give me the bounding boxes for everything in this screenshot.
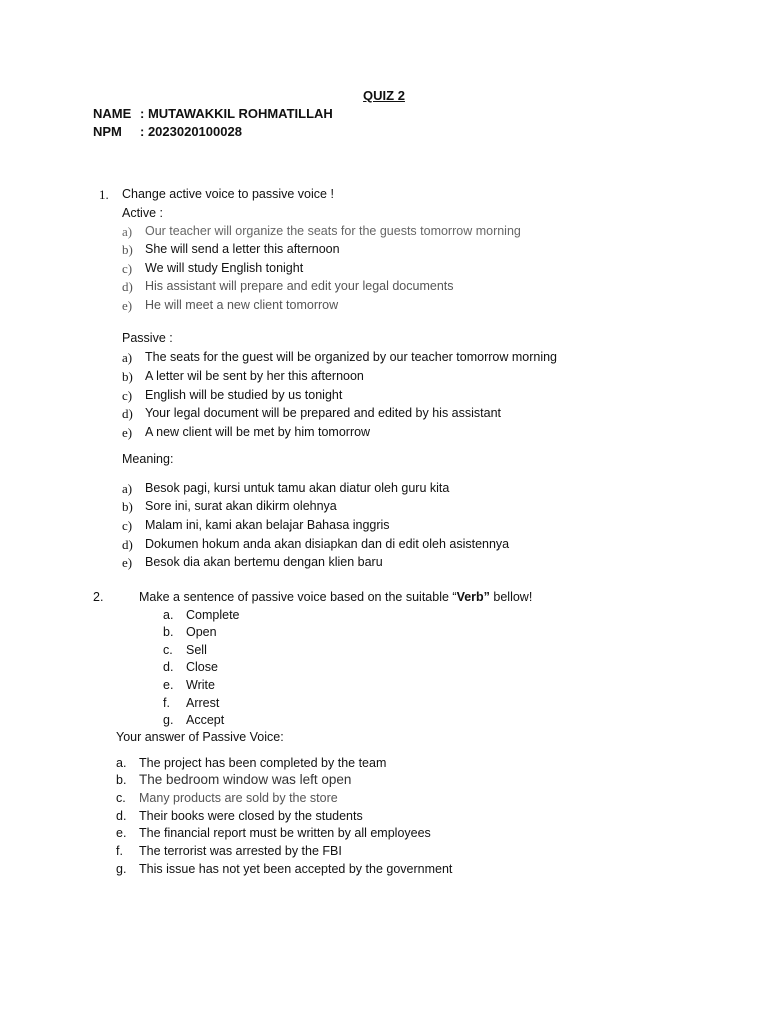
question-1-instruction: Change active voice to passive voice !	[122, 187, 334, 201]
answer-item: The terrorist was arrested by the FBI	[139, 844, 342, 858]
npm-value: : 2023020100028	[140, 124, 242, 139]
list-item: He will meet a new client tomorrow	[145, 298, 339, 312]
list-item-marker: b)	[122, 499, 133, 514]
answer-item: The financial report must be written by all employees	[139, 826, 431, 840]
instruction-text: Make a sentence of passive voice based on the suitable “	[139, 590, 457, 604]
list-item: Besok dia akan bertemu dengan klien baru	[145, 555, 383, 569]
list-item-marker: a)	[122, 350, 133, 365]
list-item-marker: a)	[122, 481, 133, 496]
list-item: Your legal document will be prepared and edited by his assistant	[145, 406, 502, 420]
list-item: Our teacher will organize the seats for the guests tomorrow morning	[145, 224, 521, 238]
list-item-marker: b.	[163, 625, 174, 639]
list-item-marker: a.	[116, 756, 127, 770]
list-item: Malam ini, kami akan belajar Bahasa inggris	[145, 518, 390, 532]
list-item-marker: c)	[122, 518, 133, 533]
list-item: His assistant will prepare and edit your legal documents	[145, 279, 454, 293]
list-item-marker: c)	[122, 388, 133, 403]
list-item-marker: e)	[122, 555, 133, 570]
list-item-marker: d)	[122, 279, 133, 294]
list-item-marker: b)	[122, 369, 133, 384]
list-item: She will send a letter this afternoon	[145, 242, 340, 256]
meaning-label: Meaning:	[122, 452, 174, 466]
answer-item: This issue has not yet been accepted by the government	[139, 862, 453, 876]
list-item-marker: e.	[163, 678, 174, 692]
answer-item: Their books were closed by the students	[139, 809, 363, 823]
verb-item: Accept	[186, 713, 225, 727]
list-item-marker: c.	[163, 643, 173, 657]
answer-item: Many products are sold by the store	[139, 791, 338, 805]
list-item-marker: d.	[116, 809, 127, 823]
list-item-marker: e.	[116, 826, 127, 840]
answer-label: Your answer of Passive Voice:	[116, 730, 284, 744]
list-item-marker: e)	[122, 298, 133, 313]
list-item-marker: d)	[122, 406, 133, 421]
question-2-number: 2.	[93, 590, 104, 604]
verb-item: Sell	[186, 643, 207, 657]
list-item-marker: a.	[163, 608, 174, 622]
active-label: Active :	[122, 206, 163, 220]
name-row	[93, 106, 333, 121]
list-item: The seats for the guest will be organized by our teacher tomorrow morning	[145, 350, 558, 364]
list-item-marker: g.	[163, 713, 174, 727]
name-label: NAME	[93, 106, 132, 121]
list-item-marker: c.	[116, 791, 126, 805]
list-item-marker: f.	[116, 844, 123, 858]
list-item-marker: e)	[122, 425, 133, 440]
verb-item: Write	[186, 678, 215, 692]
list-item-marker: f.	[163, 696, 170, 710]
name-value: : MUTAWAKKIL ROHMATILLAH	[140, 106, 333, 121]
list-item-marker: d)	[122, 537, 133, 552]
question-1-number: 1.	[99, 187, 109, 202]
verb-keyword: Verb”	[456, 590, 490, 604]
npm-row	[93, 124, 242, 139]
list-item-marker: b)	[122, 242, 133, 257]
passive-label: Passive :	[122, 331, 173, 345]
answer-item: The bedroom window was left open	[139, 772, 352, 787]
verb-item: Arrest	[186, 696, 220, 710]
list-item: A new client will be met by him tomorrow	[145, 425, 371, 439]
list-item: English will be studied by us tonight	[145, 388, 343, 402]
verb-item: Complete	[186, 608, 240, 622]
list-item-marker: c)	[122, 261, 133, 276]
list-item-marker: a)	[122, 224, 133, 239]
list-item: Sore ini, surat akan dikirm olehnya	[145, 499, 337, 513]
list-item-marker: g.	[116, 862, 127, 876]
instruction-text: bellow!	[489, 590, 533, 604]
verb-item: Close	[186, 660, 218, 674]
list-item-marker: d.	[163, 660, 174, 674]
verb-item: Open	[186, 625, 217, 639]
question-2-instruction	[139, 590, 532, 604]
list-item: Dokumen hokum anda akan disiapkan dan di edit oleh asistennya	[145, 537, 510, 551]
answer-item: The project has been completed by the team	[139, 756, 387, 770]
list-item: We will study English tonight	[145, 261, 304, 275]
page-title: QUIZ 2	[363, 88, 405, 103]
list-item: Besok pagi, kursi untuk tamu akan diatur oleh guru kita	[145, 481, 450, 495]
list-item: A letter wil be sent by her this afternoon	[145, 369, 364, 383]
list-item-marker: b.	[116, 773, 127, 787]
npm-label: NPM	[93, 124, 122, 139]
